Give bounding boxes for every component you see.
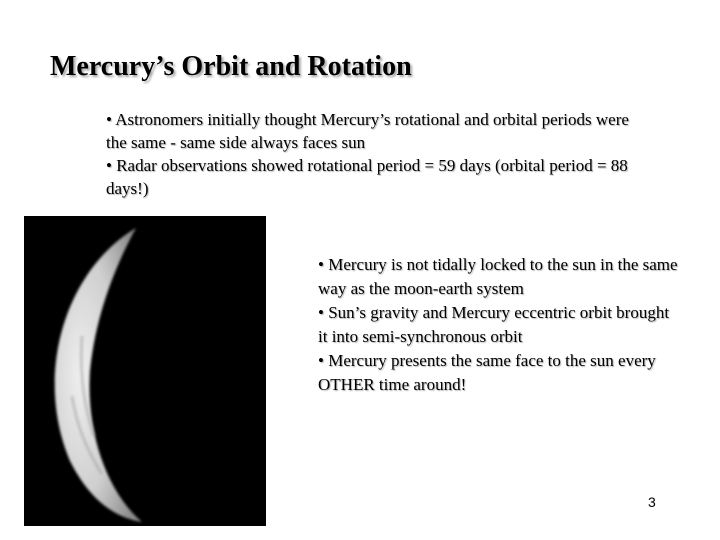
mercury-crescent-image bbox=[24, 216, 266, 526]
top-bullet-list bbox=[106, 108, 646, 200]
bullet-item: • Radar observations showed rotational period = 59 days (orbital period = 88 days!) bbox=[106, 156, 628, 198]
right-bullet-list bbox=[318, 253, 678, 397]
bullet-item: • Sun’s gravity and Mercury eccentric orbit brought it into semi-synchronous orbit bbox=[318, 303, 670, 346]
bullet-item: • Mercury is not tidally locked to the sun in the same way as the moon-earth system bbox=[318, 255, 678, 298]
page-number: 3 bbox=[648, 494, 656, 510]
bullet-item: • Astronomers initially thought Mercury’s rotational and orbital periods were the same - same side always faces sun bbox=[106, 110, 629, 152]
mercury-crescent-graphic bbox=[24, 216, 266, 526]
slide-title: Mercury’s Orbit and Rotation bbox=[50, 51, 412, 82]
bullet-item: • Mercury presents the same face to the sun every OTHER time around! bbox=[318, 351, 656, 394]
